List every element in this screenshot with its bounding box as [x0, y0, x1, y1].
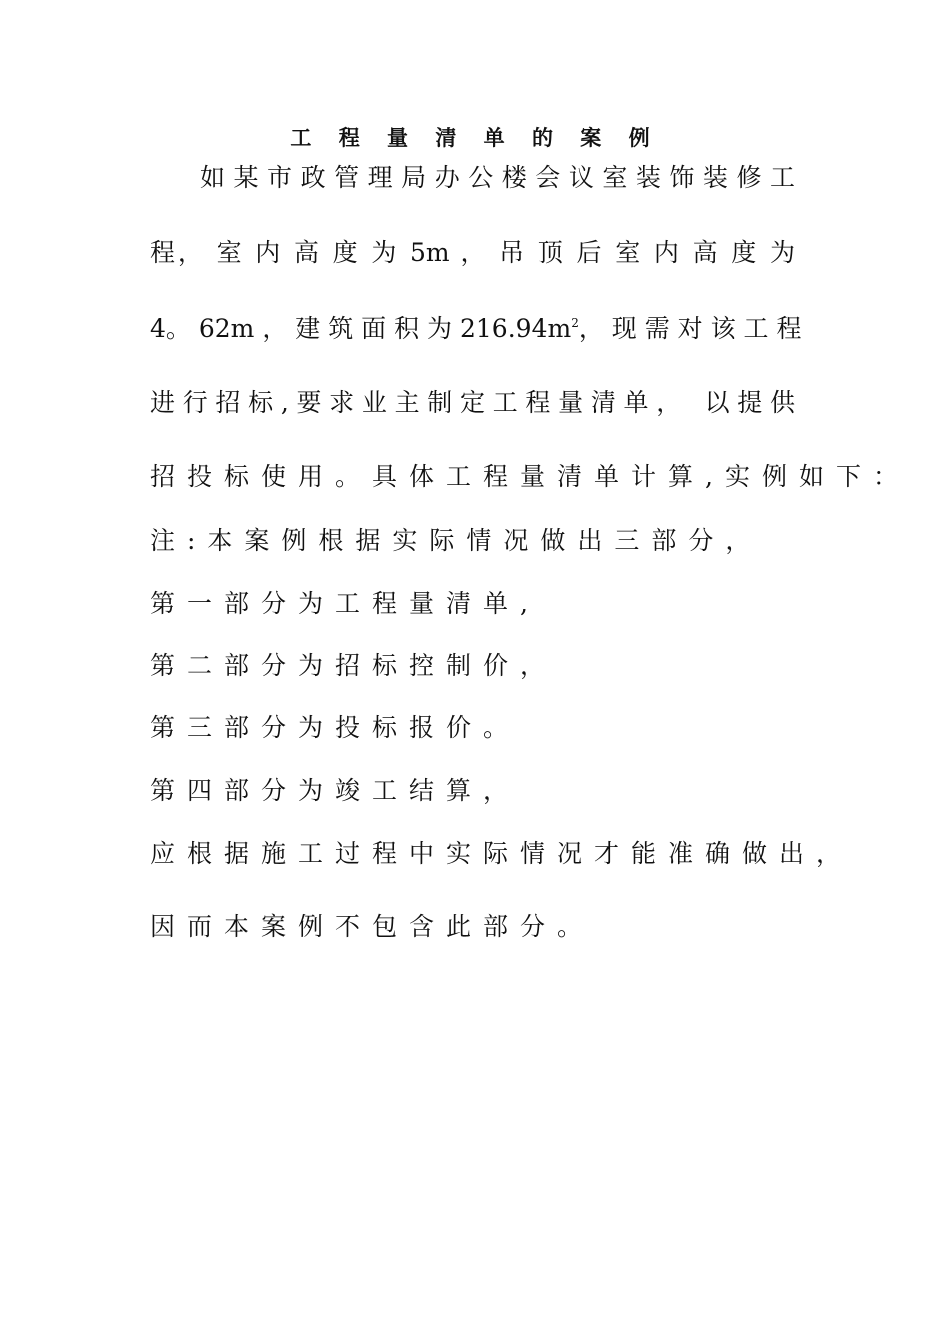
explanation-line-1: 应根据施工过程中实际情况才能准确做出， [150, 839, 854, 868]
paragraph-line-3 [150, 309, 802, 345]
document-title: 工 程 量 清 单 的 案 例 [290, 125, 660, 150]
note-line: 注:本案例根据实际情况做出三部分， [150, 526, 763, 555]
part-one-line: 第一部分为工程量清单, [150, 589, 540, 618]
part-two-line: 第二部分为招标控制价， [150, 651, 558, 680]
line-3-tail-text: ， 现 需 对 该 工 程 [578, 314, 802, 343]
paragraph-line-4: 进行招标,要求业主制定工程量清单， 以提供 [150, 388, 795, 417]
superscript-2: 2 [571, 316, 579, 330]
paragraph-line-2: 程， 室 内 高 度 为 5m ， 吊 顶 后 室 内 高 度 为 [150, 238, 795, 267]
part-three-line: 第三部分为投标报价。 [150, 713, 521, 742]
paragraph-line-1: 如某市政管理局办公楼会议室装饰装修工 [200, 163, 795, 192]
paragraph-line-5: 招投标使用。具体工程量清单计算,实例如下： [150, 462, 910, 491]
line-3-area-text: 4。 62m ， 建 筑 面 积 为 $216.94m^2$ [150, 314, 579, 343]
explanation-line-2: 因而本案例不包含此部分。 [150, 912, 595, 941]
part-four-line: 第四部分为竣工结算， [150, 776, 521, 805]
